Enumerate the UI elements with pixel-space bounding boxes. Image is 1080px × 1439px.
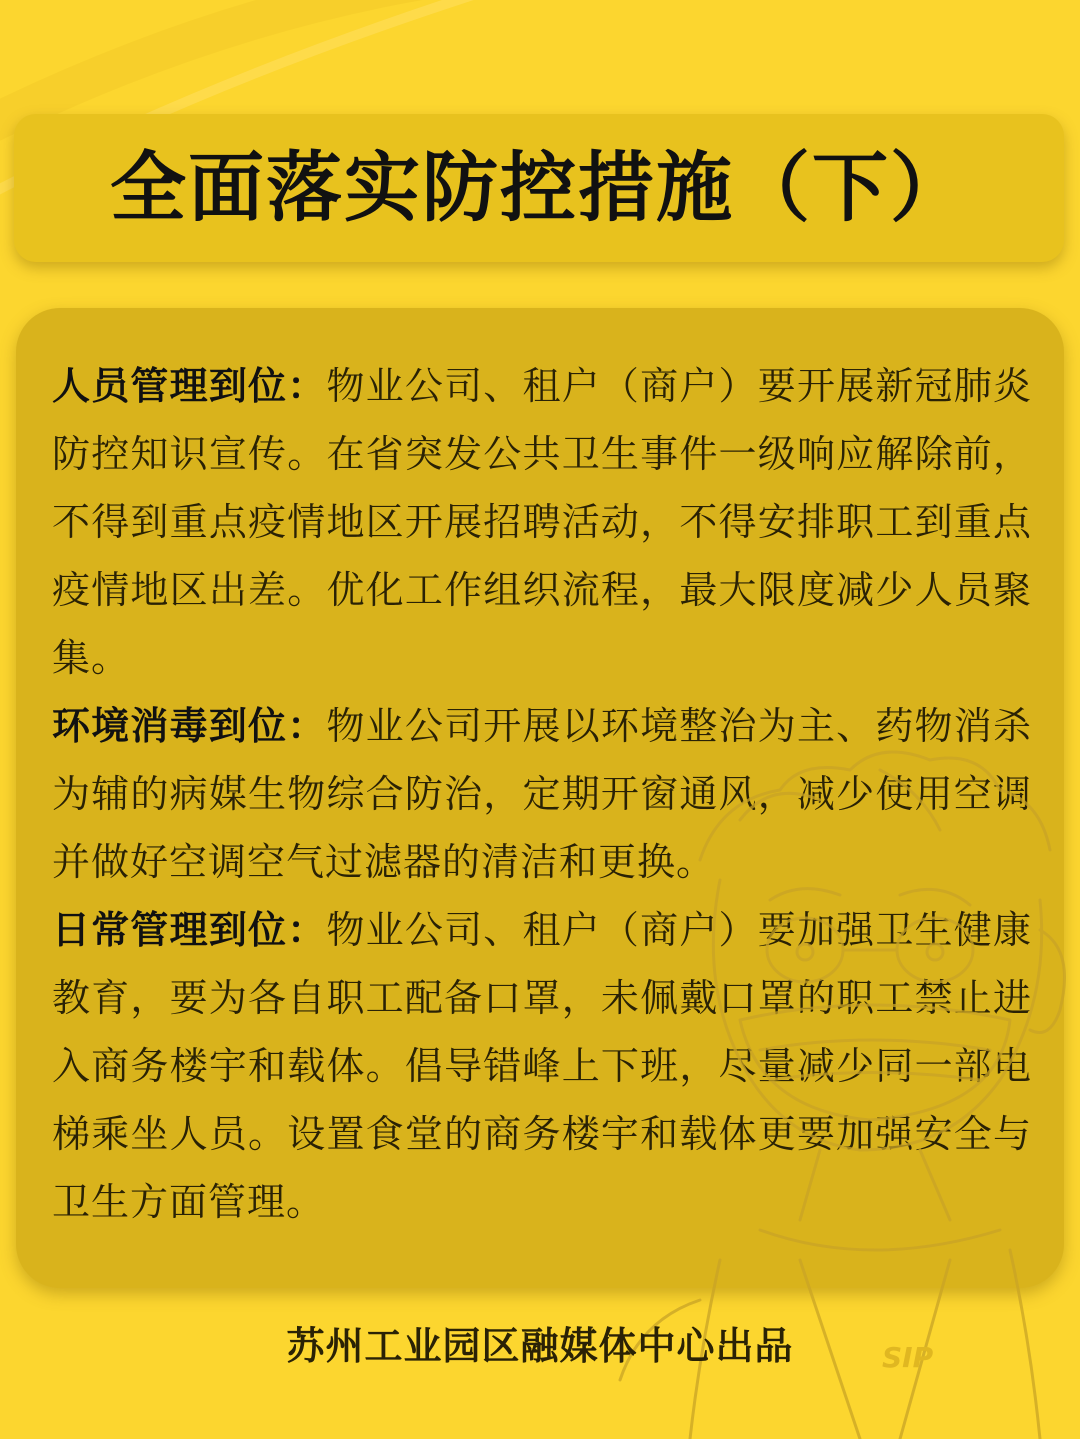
section-body: 物业公司、租户（商户）要加强卫生健康教育，要为各自职工配备口罩，未佩戴口罩的职工禁止进入商务楼宇和载体。倡导错峰上下班，尽量减少同一部电梯乘坐人员。设置食堂的商务楼宇和载体更要加强安全与卫生方面管理。 [52, 908, 1032, 1224]
title-bar [14, 114, 1064, 262]
section-body: 物业公司、租户（商户）要开展新冠肺炎防控知识宣传。在省突发公共卫生事件一级响应解除前，不得到重点疫情地区开展招聘活动，不得安排职工到重点疫情地区出差。优化工作组织流程，最大限度减少人员聚集。 [52, 364, 1032, 680]
section-daily [52, 896, 1032, 1236]
section-body: 物业公司开展以环境整治为主、药物消杀为辅的病媒生物综合防治，定期开窗通风，减少使用空调并做好空调空气过滤器的清洁和更换。 [52, 704, 1032, 884]
section-personnel [52, 352, 1032, 692]
logo-text: SIP [882, 1341, 934, 1374]
content-body [52, 352, 1032, 1236]
content-panel [16, 308, 1064, 1288]
section-heading: 日常管理到位： [52, 908, 327, 952]
section-heading: 人员管理到位： [52, 364, 327, 408]
footer-credit: 苏州工业园区融媒体中心出品 [286, 1324, 794, 1368]
section-environment [52, 692, 1032, 896]
sip-logo [882, 1338, 933, 1378]
page-title: 全面落实防控措施（下） [110, 143, 968, 232]
section-heading: 环境消毒到位： [52, 704, 327, 748]
